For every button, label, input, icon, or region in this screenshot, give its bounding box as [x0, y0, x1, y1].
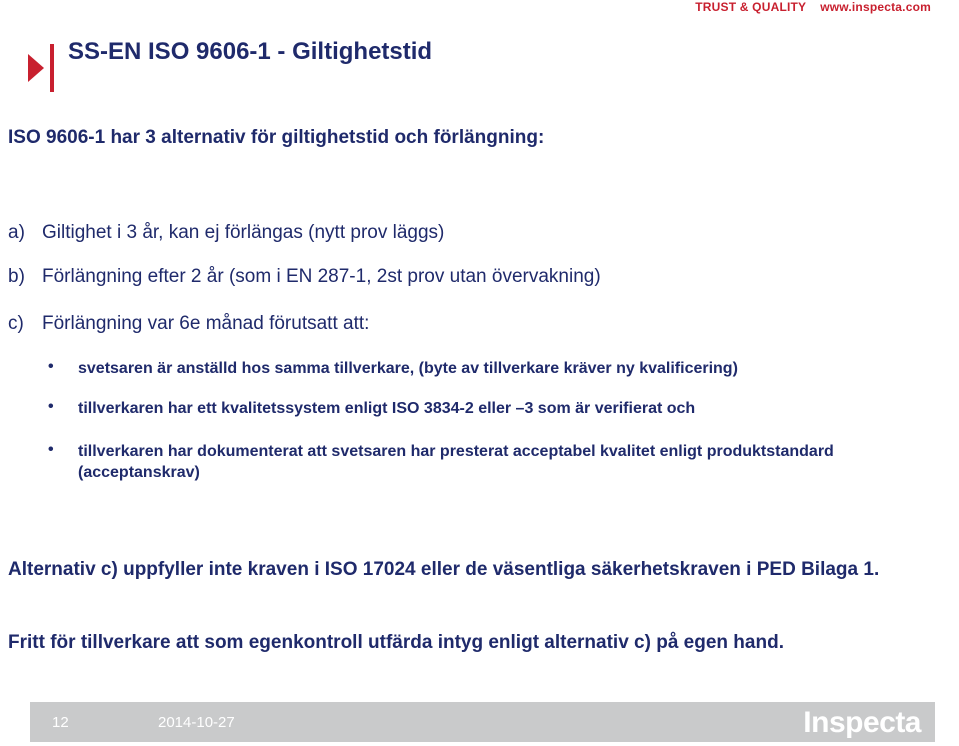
option-text: Förlängning efter 2 år (som i EN 287-1, 2st prov utan övervakning) — [42, 266, 601, 287]
bullet-text: svetsaren är anställd hos samma tillverkare, (byte av tillverkare kräver ny kvalificering) — [78, 360, 738, 377]
bullet-dot-icon: • — [48, 441, 54, 458]
slide-title: SS-EN ISO 9606-1 - Giltighetstid — [68, 38, 433, 65]
option-label: b) — [8, 266, 25, 287]
bullet-item — [48, 358, 908, 379]
bullet-item — [48, 441, 898, 483]
brand-url: www.inspecta.com — [820, 0, 931, 14]
option-b — [8, 266, 601, 288]
page-number: 12 — [52, 714, 69, 731]
conclusion-text: Alternativ c) uppfyller inte kraven i ISO 17024 eller de väsentliga säkerhetskraven i PED Bilaga 1. — [8, 559, 880, 580]
bullet-dot-icon: • — [48, 398, 54, 415]
option-text: Förlängning var 6e månad förutsatt att: — [42, 313, 370, 334]
conclusion-text: Fritt för tillverkare att som egenkontroll utfärda intyg enligt alternativ c) på egen hand. — [8, 632, 784, 653]
brand-separator — [810, 0, 817, 14]
bullet-text: tillverkaren har dokumenterat att svetsaren har presterat acceptabel kvalitet enligt produktstandard (acceptanskrav) — [78, 443, 834, 481]
option-c — [8, 313, 369, 335]
option-a — [8, 222, 444, 244]
bullet-item — [48, 398, 908, 419]
bullet-dot-icon: • — [48, 358, 54, 375]
option-label: c) — [8, 313, 24, 334]
bullet-text: tillverkaren har ett kvalitetssystem enligt ISO 3834-2 eller –3 som är verifierat och — [78, 400, 696, 417]
option-label: a) — [8, 222, 25, 243]
slide-footer — [30, 702, 935, 742]
slide-date: 2014-10-27 — [158, 714, 235, 731]
inspecta-logo: Inspecta — [803, 706, 921, 739]
slide-heading: ISO 9606-1 har 3 alternativ för giltighetstid och förlängning: — [8, 127, 545, 148]
brand-header — [695, 0, 931, 14]
option-text: Giltighet i 3 år, kan ej förlängas (nytt prov läggs) — [42, 222, 445, 243]
slide-arrow-icon — [28, 44, 56, 92]
brand-tagline: TRUST & QUALITY — [695, 0, 807, 14]
